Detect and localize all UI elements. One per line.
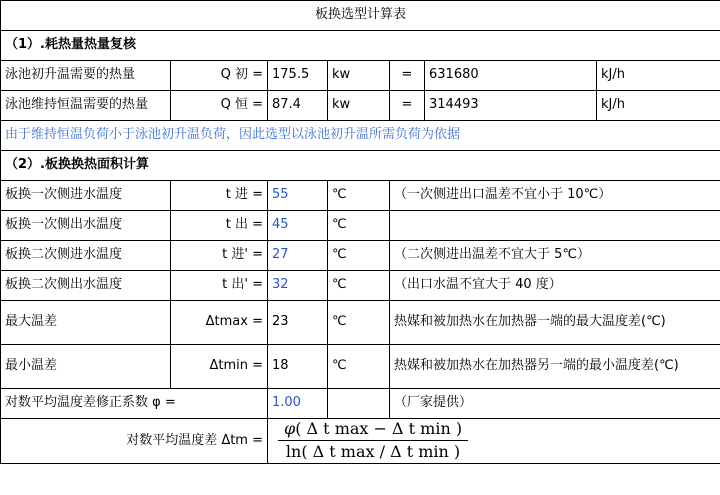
table-row — [1, 241, 720, 271]
section-1-label: （1）.耗热量热量复核 — [1, 31, 720, 61]
correction-coefficient-label: 对数平均温度差修正系数 φ = — [1, 389, 268, 419]
table-row — [1, 345, 720, 389]
row-equals: = — [390, 61, 425, 91]
row-unit-2: kJ/h — [597, 61, 720, 91]
table-row — [1, 389, 720, 419]
row-comment — [390, 211, 720, 241]
row-unit: ℃ — [328, 345, 390, 389]
row-symbol: t 出 = — [171, 211, 268, 241]
row-value[interactable]: 55 — [268, 181, 328, 211]
row-equals: = — [390, 91, 425, 121]
row-comment: 热媒和被加热水在加热器另一端的最小温度差(℃) — [390, 345, 720, 389]
note-row — [1, 121, 720, 151]
row-symbol: Q 初 = — [171, 61, 268, 91]
row-value[interactable]: 18 — [268, 345, 328, 389]
row-label: 泳池初升温需要的热量 — [1, 61, 171, 91]
row-label: 板换一次侧出水温度 — [1, 211, 171, 241]
row-label: 板换二次侧出水温度 — [1, 271, 171, 301]
row-value[interactable]: 27 — [268, 241, 328, 271]
selection-note: 由于维持恒温负荷小于泳池初升温负荷，因此选型以泳池初升温所需负荷为依据 — [1, 121, 720, 151]
formula-denominator: ln( Δ t max / Δ t min ) — [285, 442, 461, 462]
row-comment: （出口水温不宜大于 40 度） — [390, 271, 720, 301]
row-value-2[interactable]: 314493 — [425, 91, 597, 121]
row-value[interactable]: 23 — [268, 301, 328, 345]
table-row — [1, 301, 720, 345]
page-title: 板换选型计算表 — [1, 1, 720, 31]
row-label: 泳池维持恒温需要的热量 — [1, 91, 171, 121]
row-label: 板换一次侧进水温度 — [1, 181, 171, 211]
correction-coefficient-comment: （厂家提供） — [390, 389, 720, 419]
row-comment: （一次侧进出口温差不宜小于 10℃） — [390, 181, 720, 211]
row-unit: kw — [328, 91, 390, 121]
row-value-2[interactable]: 631680 — [425, 61, 597, 91]
table-row — [1, 181, 720, 211]
table-row — [1, 211, 720, 241]
row-unit: kw — [328, 61, 390, 91]
row-value[interactable]: 87.4 — [268, 91, 328, 121]
row-symbol: Δtmax = — [171, 301, 268, 345]
formula-numerator — [278, 419, 468, 441]
row-symbol: Δtmin = — [171, 345, 268, 389]
row-comment: （二次侧进出温差不宜大于 5℃） — [390, 241, 720, 271]
section-header-1 — [1, 31, 720, 61]
log-mean-temp-formula — [268, 419, 720, 464]
row-symbol: t 出' = — [171, 271, 268, 301]
row-unit-2: kJ/h — [597, 91, 720, 121]
row-symbol: t 进 = — [171, 181, 268, 211]
row-unit: ℃ — [328, 241, 390, 271]
row-value[interactable]: 32 — [268, 271, 328, 301]
title-row — [1, 1, 720, 31]
section-2-label: （2）.板换换热面积计算 — [1, 151, 720, 181]
row-comment: 热媒和被加热水在加热器一端的最大温度差(℃) — [390, 301, 720, 345]
row-unit: ℃ — [328, 271, 390, 301]
row-value[interactable]: 45 — [268, 211, 328, 241]
section-header-2 — [1, 151, 720, 181]
numerator-expression: ( Δ t max − Δ t min ) — [295, 419, 463, 438]
phi-symbol: φ — [284, 419, 296, 438]
row-label: 最大温差 — [1, 301, 171, 345]
correction-coefficient-value[interactable]: 1.00 — [268, 389, 328, 419]
table-row — [1, 91, 720, 121]
row-unit: ℃ — [328, 301, 390, 345]
log-mean-temp-label: 对数平均温度差 Δtm = — [1, 419, 268, 464]
table-row — [1, 271, 720, 301]
formula-fraction — [272, 419, 474, 463]
row-label: 最小温差 — [1, 345, 171, 389]
table-row — [1, 61, 720, 91]
row-label: 板换二次侧进水温度 — [1, 241, 171, 271]
row-symbol: t 进' = — [171, 241, 268, 271]
row-symbol: Q 恒 = — [171, 91, 268, 121]
row-unit: ℃ — [328, 211, 390, 241]
correction-coefficient-unit — [328, 389, 390, 419]
row-value[interactable]: 175.5 — [268, 61, 328, 91]
table-row — [1, 419, 720, 464]
row-unit: ℃ — [328, 181, 390, 211]
